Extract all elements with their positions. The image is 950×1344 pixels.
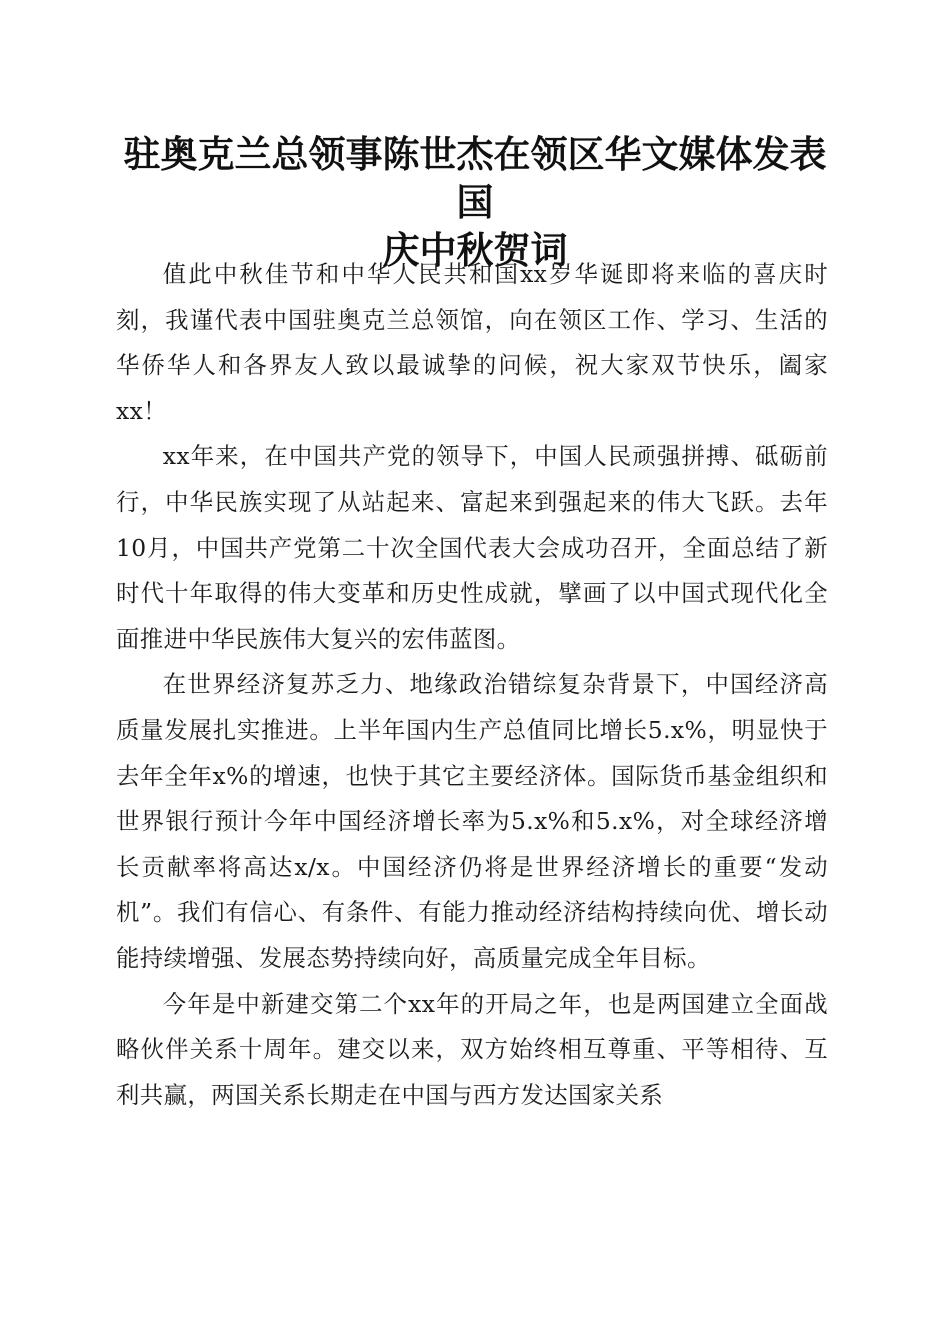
title-line-1: 驻奥克兰总领事陈世杰在领区华文媒体发表国 <box>123 132 827 224</box>
paragraph-relations: 今年是中新建交第二个xx年的开局之年，也是两国建立全面战略伙伴关系十周年。建交以来，双方始终相互尊重、平等相待、互利共赢，两国关系长期走在中国与西方发达国家关系 <box>116 989 828 1109</box>
paragraph-history: xx年来，在中国共产党的领导下，中国人民顽强拼搏、砥砺前行，中华民族实现了从站起来、富起来到强起来的伟大飞跃。去年10月，中国共产党第二十次全国代表大会成功召开，全面总结了新时代十年取得的伟大变革和历史性成就，擘画了以中国式现代化全面推进中华民族伟大复兴的宏伟蓝图。 <box>116 442 828 653</box>
title-line-2: 庆中秋贺词 <box>382 228 568 272</box>
paragraph-economy: 在世界经济复苏乏力、地缘政治错综复杂背景下，中国经济高质量发展扎实推进。上半年国内生产总值同比增长5.x%，明显快于去年全年x%的增速，也快于其它主要经济体。国际货币基金组织和世界银行预计今年中国经济增长率为5.x%和5.x%，对全球经济增长贡献率将高达x/x。中国经济仍将是世界经济增长的重要“发动机”。我们有信心、有条件、有能力推动经济结构持续向优、增长动能持续增强、发展态势持续向好，高质量完成全年目标。 <box>116 670 828 972</box>
paragraph-greeting: 值此中秋佳节和中华人民共和国xx岁华诞即将来临的喜庆时刻，我谨代表中国驻奥克兰总领馆，向在领区工作、学习、生活的华侨华人和各界友人致以最诚挚的问候，祝大家双节快乐，阖家xx！ <box>116 260 828 425</box>
document-body <box>116 252 828 1118</box>
